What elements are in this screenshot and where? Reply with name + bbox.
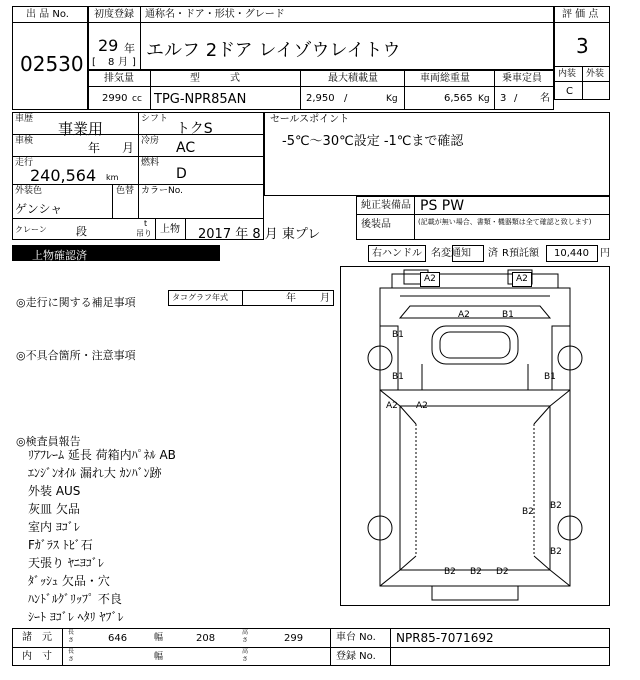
gross-weight-unit: Kg [478,94,490,104]
inspector-report-line: 室内 ﾖｺﾞﾚ [28,520,80,534]
damage-mark: A2 [512,272,532,287]
mileage-value: 240,564 [30,166,97,185]
damage-mark: B2 [444,567,456,577]
capacity-value: 3 [500,93,507,104]
damage-mark: B2 [550,547,562,557]
first-registration-label: 初度登録 [94,9,134,20]
chassis-label: 車台 No. [336,632,376,643]
vehicle-name-label: 通称名・ドア・形状・グレード [145,9,285,20]
mileage-unit: km [106,173,119,182]
color-change-label: 色替 [116,186,135,196]
interior-grade: C [566,86,573,97]
damage-mark: B1 [392,372,404,382]
interior-width-label: 幅 [154,652,164,662]
damage-mark: B2 [522,507,534,517]
registration-label: 登録 No. [336,651,376,662]
displacement-value: 2990 [102,93,128,104]
inspector-report-line: 天張り ﾔﾆﾖｺﾞﾚ [28,556,104,570]
crane-ton-unit: t [144,219,148,228]
width-value: 208 [196,633,216,644]
aftermarket-label: 後装品 [361,219,391,230]
inspector-report-line: ﾊﾝﾄﾞﾙｸﾞﾘｯﾌﾟ 不良 [28,592,122,606]
inspector-report-line: ﾘｱﾌﾚｰﾑ 延長 荷箱内ﾊﾟﾈﾙ AB [28,448,176,462]
payload-separator: / [344,93,348,104]
interior-height-label-bottom: さ [242,656,249,663]
equipment-label: 純正装備品 [361,200,411,211]
inspector-report-lines [28,446,176,626]
mileage-label: 走行 [15,158,34,168]
payload-label: 最大積載量 [328,73,378,84]
inspector-report-line: Fｶﾞﾗｽ ﾄﾋﾞ石 [28,538,93,552]
name-change-done: 済 [488,248,498,259]
damage-mark: B2 [470,567,482,577]
height-label-top: 高 [242,629,249,636]
payload-unit: Kg [386,94,398,104]
first-reg-month: 8 [108,57,115,68]
displacement-label: 排気量 [104,73,134,84]
damage-mark: B1 [392,330,404,340]
first-reg-year: 29 [98,36,119,55]
inspection-label: 車検 [15,136,34,146]
fuel-label: 燃料 [141,158,160,168]
history-label: 車歴 [15,114,34,124]
crane-label: クレーン [15,225,47,234]
right-handle-label: 右ハンドル [372,248,422,259]
height-label-bottom: さ [242,637,249,644]
lot-label: 出 品 No. [26,9,69,20]
model-value: TPG-NPR85AN [154,92,247,107]
score-label: 評 価 点 [562,9,599,20]
aftermarket-note: (記載が無い場合、書類・機器類は全て確認と致します) [418,218,592,226]
interior-length-label-bottom: さ [68,656,75,663]
name-change-label: 名変通知 [431,248,471,259]
width-label: 幅 [154,633,164,643]
inspector-report-line: 灰皿 欠品 [28,502,80,516]
damage-mark: A2 [416,401,428,411]
inspection-year-unit: 年 [88,141,101,155]
tachograph-year-unit: 年 [286,293,296,304]
name-change-check [452,245,484,262]
capacity-separator: / [514,93,518,104]
inspector-report-line: ｴﾝｼﾞﾝｵｲﾙ 漏れ大 ｶﾝﾊﾞﾝ跡 [28,466,162,480]
upper-body-value: 2017 年 8 月 東プレ [198,227,321,242]
inspector-report-line: ｼｰﾄ ﾖｺﾞﾚ ﾍﾀﾘ ﾔﾌﾞﾚ [28,610,124,624]
damage-mark: A2 [386,401,398,411]
height-value: 299 [284,633,304,644]
damage-mark: A2 [458,310,470,320]
driving-notes-title: ◎走行に関する補足事項 [16,296,136,309]
tachograph-month-unit: 月 [320,293,330,304]
inspection-month-unit: 月 [122,141,135,155]
interior-height-label-top: 高 [242,648,249,655]
damage-mark: B1 [544,372,556,382]
aircon-value: AC [176,140,196,156]
inspector-report-line: ﾀﾞｯｼｭ 欠品・穴 [28,574,110,588]
recycle-deposit-label: R預託額 [502,248,539,259]
length-value: 646 [108,633,128,644]
upper-body-label: 上物 [160,224,180,235]
chassis-value: NPR85-7071692 [396,631,494,645]
interior-dims-label: 内 寸 [22,651,52,662]
color-label: 外装色 [15,186,43,196]
color-code-label: カラーNo. [141,186,183,196]
exterior-grade-label: 外装 [586,69,605,79]
dimensions-label: 諸 元 [22,632,52,643]
aircon-label: 冷房 [141,136,160,146]
length-label-bottom: さ [68,637,75,644]
interior-grade-label: 内装 [558,69,577,79]
crane-stage-unit: 段 [76,225,87,238]
capacity-label: 乗車定員 [502,73,542,84]
truck-outline [340,266,610,606]
sales-point-label: セールスポイント [270,114,350,125]
payload-value: 2,950 [306,93,335,104]
recycle-deposit-amount: 10,440 [554,248,589,259]
shift-label: シフト [141,114,169,124]
crane-lift-unit: 吊り [136,229,152,238]
damage-mark: B2 [550,501,562,511]
interior-length-label-top: 長 [68,648,75,655]
upper-check-text: 上物確認済 [32,249,87,262]
gross-weight-label: 車両総重量 [420,73,470,84]
score-value: 3 [576,34,589,58]
fuel-value: D [176,166,187,182]
damage-mark: B1 [502,310,514,320]
capacity-unit: 名 [540,93,550,104]
history-value: 事業用 [58,120,104,138]
year-unit: 年 [124,42,135,55]
month-unit: 月 [118,57,128,68]
model-label: 型 式 [190,73,240,84]
shift-value: トクS [176,121,213,137]
equipment-value: PS PW [420,198,465,214]
lot-number: 02530 [20,52,84,76]
inspector-report-title: ◎検査員報告 [16,435,81,448]
defects-title: ◎不具合箇所・注意事項 [16,349,136,362]
damage-mark: A2 [420,272,440,287]
gross-weight-value: 6,565 [444,93,473,104]
displacement-unit: cc [132,94,142,104]
inspector-report-line: 外装 AUS [28,484,81,498]
tachograph-label: タコグラフ年式 [172,293,228,302]
color-value: ゲンシャ [15,202,63,216]
vehicle-name: エルフ 2ドア レイゾウレイトウ [146,40,401,61]
sales-point-text: -5℃〜30℃設定 -1℃まで確認 [282,134,464,149]
length-label-top: 長 [68,629,75,636]
damage-mark: D2 [496,567,509,577]
recycle-deposit-unit: 円 [600,248,610,259]
